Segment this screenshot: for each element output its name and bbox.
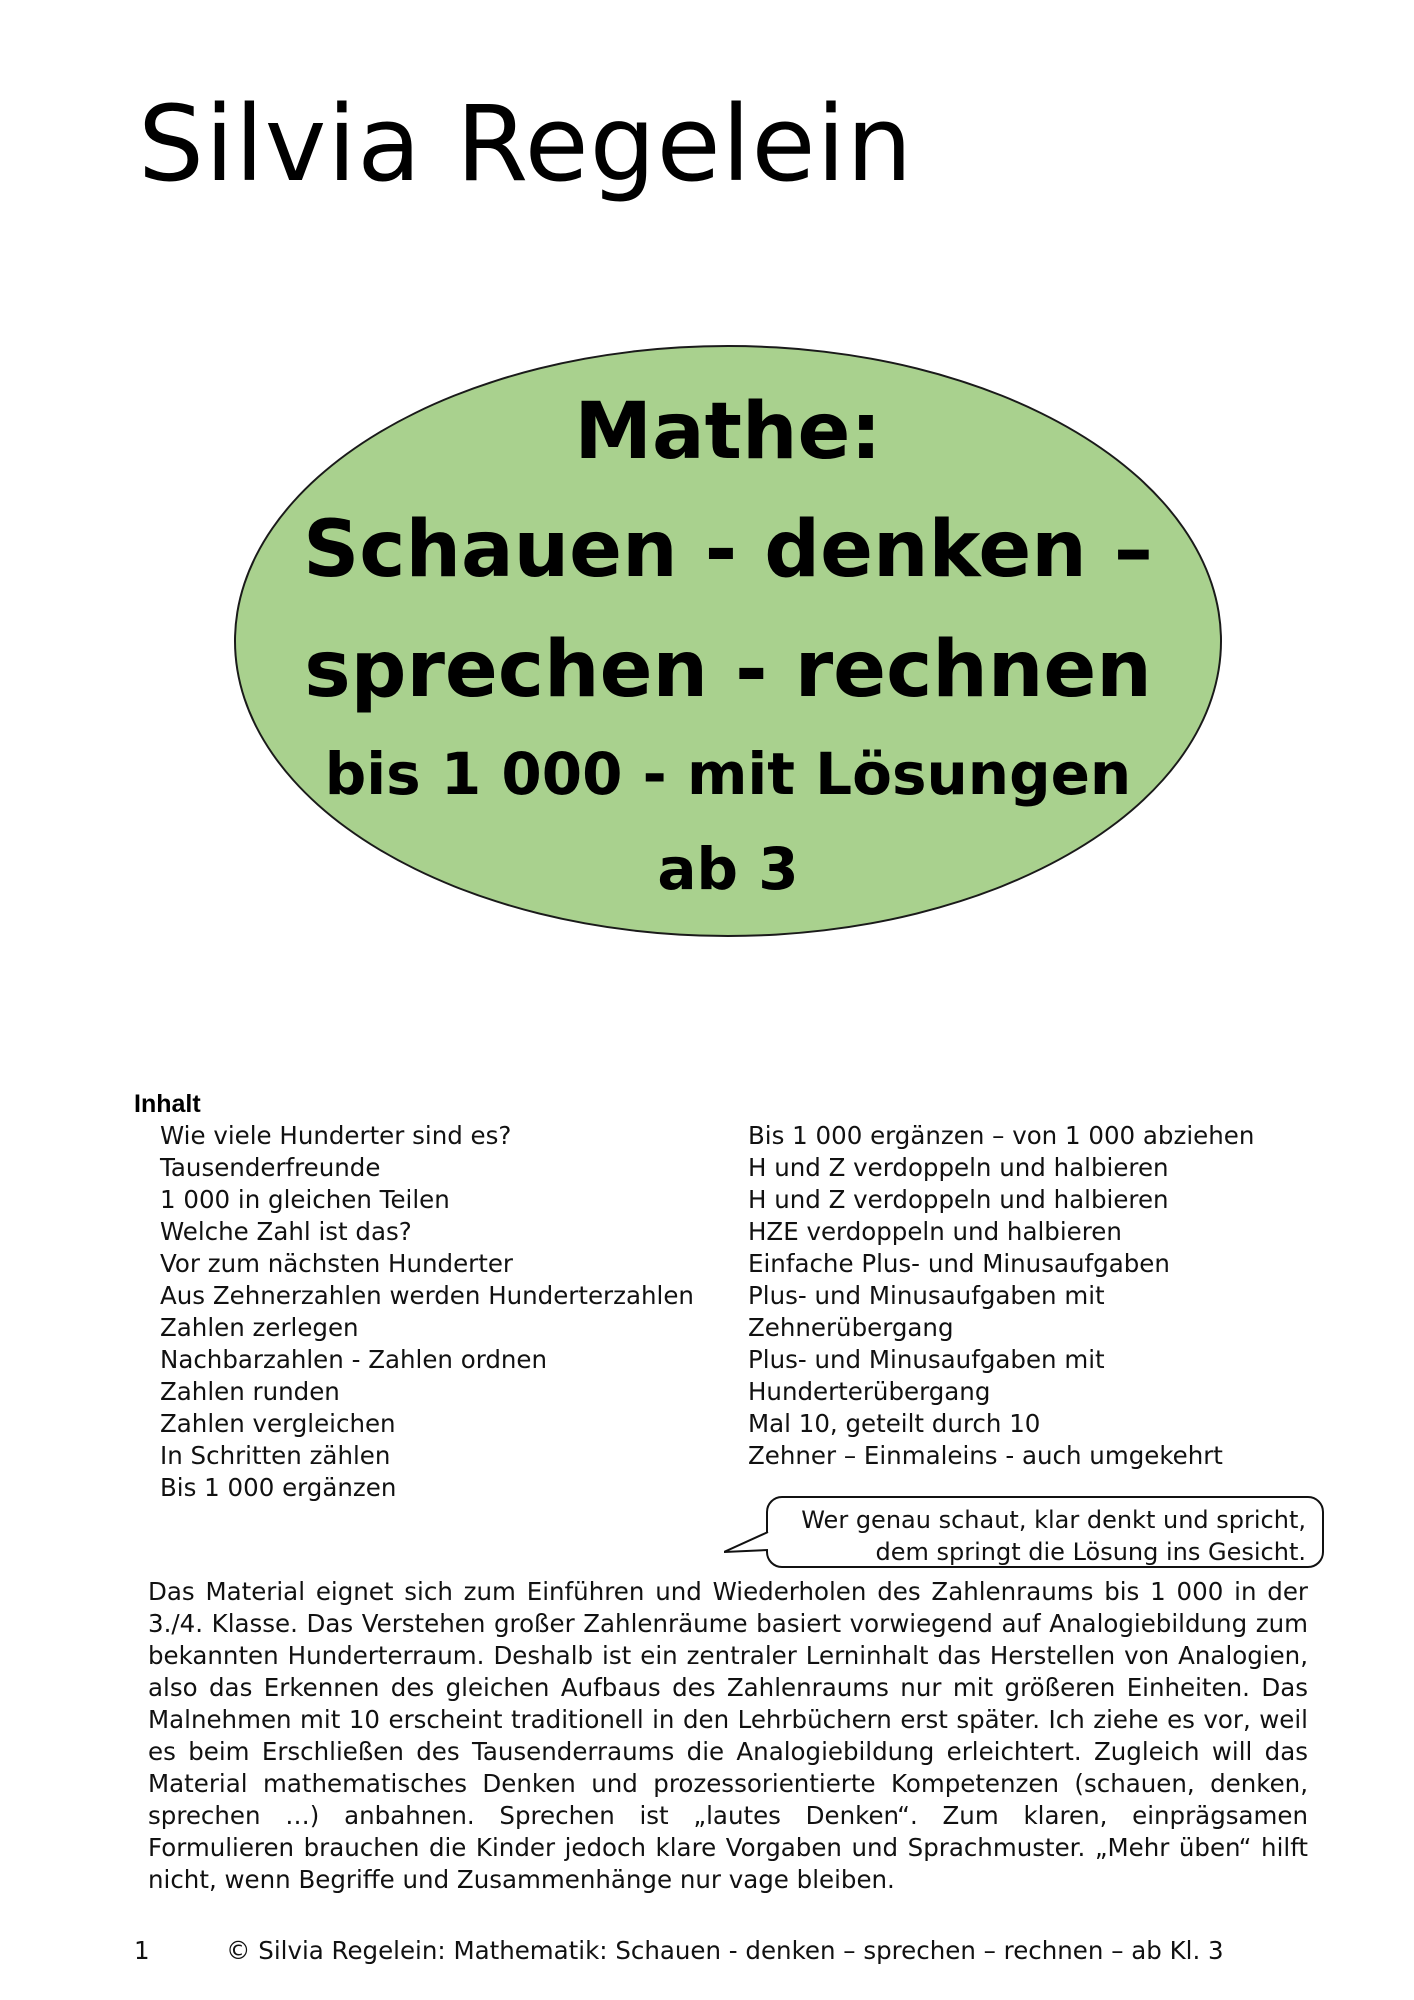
- title-block: [234, 345, 1222, 937]
- title-line-3: sprechen - rechnen: [304, 625, 1152, 715]
- speech-bubble-text: [770, 1504, 1306, 1568]
- contents-item: Welche Zahl ist das?: [160, 1217, 412, 1246]
- contents-item: H und Z verdoppeln und halbieren: [748, 1153, 1169, 1182]
- author-name: Silvia Regelein: [138, 83, 914, 205]
- contents-item: Zehner – Einmaleins - auch umgekehrt: [748, 1441, 1223, 1470]
- copyright-notice: © Silvia Regelein: Mathematik: Schauen - denken – sprechen – rechnen – ab Kl. 3: [226, 1936, 1224, 1965]
- contents-item: HZE verdoppeln und halbieren: [748, 1217, 1122, 1246]
- contents-item: Nachbarzahlen - Zahlen ordnen: [160, 1345, 548, 1374]
- contents-item: Zehnerübergang: [748, 1313, 954, 1342]
- contents-item: Einfache Plus- und Minusaufgaben: [748, 1249, 1170, 1278]
- title-line-1: Mathe:: [574, 387, 882, 477]
- title-line-2: Schauen - denken –: [303, 505, 1153, 595]
- speech-bubble-line: dem springt die Lösung ins Gesicht.: [875, 1538, 1306, 1566]
- intro-paragraph: Das Material eignet sich zum Einführen und Wiederholen des Zahlenraums bis 1 000 in der 3./4. Klasse. Das Verstehen großer Zahlenräume basiert vorwiegend auf Analogiebildung zum bekannten Hunderterraum. Deshalb ist ein zentraler Lerninhalt das Herstellen von Analogien, also das Erkennen des gleichen Aufbaus des Zahlenraums nur mit größeren Einheiten. Das Malnehmen mit 10 erscheint traditionell in den Lehrbüchern erst später. Ich ziehe es vor, weil es beim Erschließen des Tausenderraums die Analogiebildung erleichtert. Zugleich will das Material mathematisches Denken und prozessorientierte Kompetenzen (schauen, denken, sprechen …) anbahnen. Sprechen ist „lautes Denken“. Zum klaren, einprägsamen Formulieren brauchen die Kinder jedoch klare Vorgaben und Sprachmuster. „Mehr üben“ hilft nicht, wenn Begriffe und Zusammenhänge nur vage bleiben.: [148, 1577, 1308, 1894]
- title-line-4: bis 1 000 - mit Lösungen: [324, 740, 1132, 808]
- contents-heading: Inhalt: [134, 1090, 201, 1118]
- title-line-5: ab 3: [657, 835, 799, 903]
- contents-item: Plus- und Minusaufgaben mit: [748, 1345, 1105, 1374]
- contents-left-column: [160, 1120, 720, 1504]
- contents-item: Zahlen runden: [160, 1377, 340, 1406]
- contents-item: Bis 1 000 ergänzen – von 1 000 abziehen: [748, 1121, 1255, 1150]
- contents-item: Plus- und Minusaufgaben mit: [748, 1281, 1105, 1310]
- contents-item: Hunderterübergang: [748, 1377, 991, 1406]
- contents-item: Mal 10, geteilt durch 10: [748, 1409, 1041, 1438]
- page-number: 1: [134, 1936, 150, 1965]
- contents-item: Bis 1 000 ergänzen: [160, 1473, 397, 1502]
- contents-item: 1 000 in gleichen Teilen: [160, 1185, 450, 1214]
- contents-item: Zahlen vergleichen: [160, 1409, 396, 1438]
- speech-bubble-tail: [724, 1528, 772, 1562]
- contents-item: Vor zum nächsten Hunderter: [160, 1249, 513, 1278]
- contents-item: Zahlen zerlegen: [160, 1313, 359, 1342]
- contents-item: In Schritten zählen: [160, 1441, 391, 1470]
- speech-bubble-line: Wer genau schaut, klar denkt und spricht,: [801, 1506, 1306, 1534]
- contents-right-column: [748, 1120, 1308, 1472]
- contents-item: H und Z verdoppeln und halbieren: [748, 1185, 1169, 1214]
- contents-item: Tausenderfreunde: [160, 1153, 381, 1182]
- contents-item: Aus Zehnerzahlen werden Hunderterzahlen: [160, 1281, 694, 1310]
- contents-item: Wie viele Hunderter sind es?: [160, 1121, 512, 1150]
